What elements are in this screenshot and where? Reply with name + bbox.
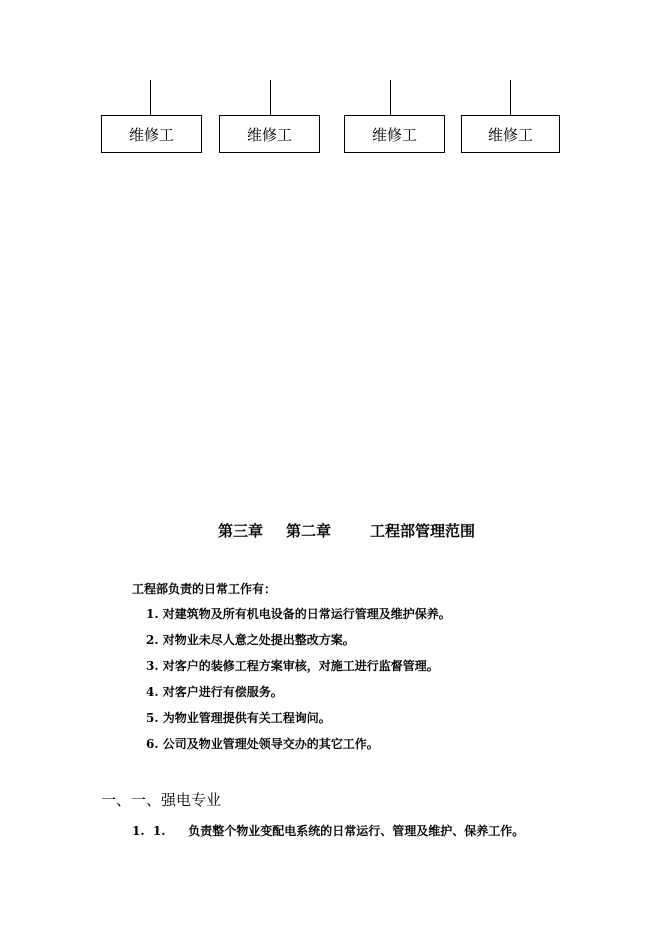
duty-item-1 <box>146 605 451 622</box>
org-connector-line <box>390 80 391 115</box>
section-item-number: 1. 1. <box>132 824 166 838</box>
duty-text: 对建筑物及所有机电设备的日常运行管理及维护保养。 <box>162 607 451 621</box>
duty-number: 1. <box>146 607 159 621</box>
duty-text: 对物业未尽人意之处提出整改方案。 <box>162 633 355 647</box>
org-connector-line <box>150 80 151 115</box>
duty-item-3 <box>146 657 439 674</box>
duty-text: 对客户的装修工程方案审核，对施工进行监督管理。 <box>162 659 439 673</box>
section-heading: 一、一、强电专业 <box>101 791 222 809</box>
duties-intro: 工程部负责的日常工作有： <box>132 582 277 596</box>
duty-number: 5. <box>146 711 159 725</box>
duty-text: 对客户进行有偿服务。 <box>162 685 283 699</box>
duty-number: 2. <box>146 633 159 647</box>
chapter-title: 工程部管理范围 <box>370 522 476 540</box>
duty-item-4 <box>146 683 283 700</box>
chapter-label-2: 第二章 <box>286 522 332 540</box>
duty-item-5 <box>146 709 331 726</box>
duty-item-2 <box>146 631 355 648</box>
chapter-label-3: 第三章 <box>218 522 264 540</box>
org-box-repairman-2: 维修工 <box>219 115 320 153</box>
duty-number: 6. <box>146 737 159 751</box>
section-item-text: 负责整个物业变配电系统的日常运行、管理及维护、保养工作。 <box>188 824 525 838</box>
duty-number: 3. <box>146 659 159 673</box>
duty-text: 公司及物业管理处领导交办的其它工作。 <box>162 737 379 751</box>
duty-item-6 <box>146 735 379 752</box>
org-connector-line <box>270 80 271 115</box>
duty-number: 4. <box>146 685 159 699</box>
org-box-repairman-4: 维修工 <box>461 115 560 153</box>
org-connector-line <box>510 80 511 115</box>
org-box-repairman-1: 维修工 <box>101 115 202 153</box>
duty-text: 为物业管理提供有关工程询问。 <box>162 711 331 725</box>
section-item-1 <box>132 822 524 839</box>
org-box-repairman-3: 维修工 <box>344 115 445 153</box>
